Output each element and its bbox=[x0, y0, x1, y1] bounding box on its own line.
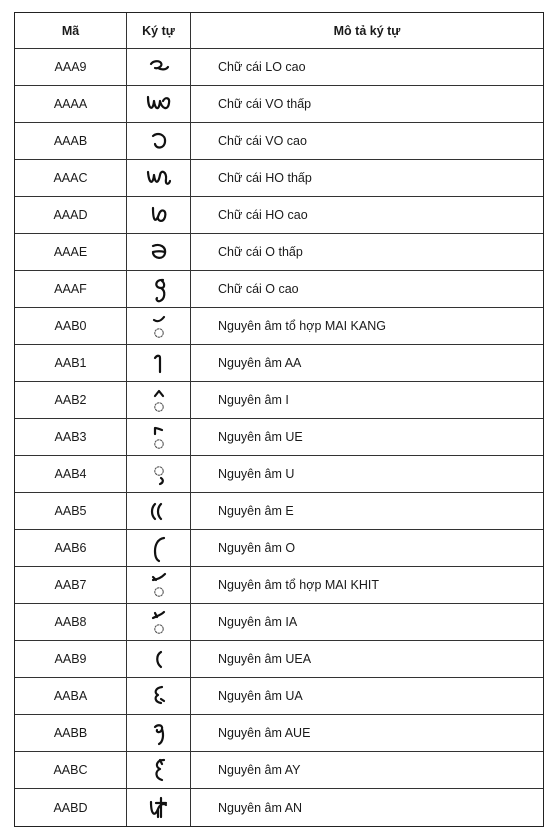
description-cell: Nguyên âm IA bbox=[218, 615, 298, 629]
character-cell bbox=[127, 752, 191, 788]
character-cell bbox=[127, 789, 191, 826]
description-cell: Chữ cái VO cao bbox=[218, 134, 307, 148]
table-row bbox=[15, 604, 543, 641]
tai-viet-vowel-ay-glyph bbox=[144, 755, 174, 785]
code-cell: AAB8 bbox=[15, 604, 127, 640]
tai-viet-ho-high-glyph bbox=[144, 200, 174, 230]
table-row bbox=[15, 345, 543, 382]
character-cell bbox=[127, 567, 191, 603]
code-cell: AAB3 bbox=[15, 419, 127, 455]
table-row bbox=[15, 123, 543, 160]
description-cell: Chữ cái HO thấp bbox=[218, 171, 312, 185]
character-cell bbox=[127, 86, 191, 122]
table-row bbox=[15, 419, 543, 456]
description-cell: Nguyên âm UEA bbox=[218, 652, 312, 666]
table-row bbox=[15, 382, 543, 419]
code-cell: AAB1 bbox=[15, 345, 127, 381]
character-cell bbox=[127, 308, 191, 344]
table-row bbox=[15, 678, 543, 715]
character-cell bbox=[127, 641, 191, 677]
tai-viet-ho-low-glyph bbox=[144, 163, 174, 193]
tai-viet-lo-high-glyph bbox=[144, 52, 174, 82]
character-cell bbox=[127, 419, 191, 455]
character-cell bbox=[127, 197, 191, 233]
table-row bbox=[15, 530, 543, 567]
table-row bbox=[15, 234, 543, 271]
tai-viet-vowel-ia-glyph bbox=[144, 607, 174, 637]
code-cell: AAB4 bbox=[15, 456, 127, 492]
character-cell bbox=[127, 160, 191, 196]
character-cell bbox=[127, 456, 191, 492]
tai-viet-mai-khit-glyph bbox=[144, 570, 174, 600]
description-cell: Nguyên âm E bbox=[218, 504, 294, 518]
character-cell bbox=[127, 530, 191, 566]
code-cell: AABB bbox=[15, 715, 127, 751]
tai-viet-vowel-ua-glyph bbox=[144, 681, 174, 711]
code-cell: AAAE bbox=[15, 234, 127, 270]
description-cell: Nguyên âm tổ hợp MAI KANG bbox=[218, 319, 386, 333]
table-row bbox=[15, 160, 543, 197]
header-code: Mã bbox=[15, 13, 127, 48]
table-row bbox=[15, 86, 543, 123]
table-row bbox=[15, 789, 543, 826]
description-cell: Nguyên âm AY bbox=[218, 763, 301, 777]
tai-viet-o-high-glyph bbox=[144, 274, 174, 304]
code-cell: AAB5 bbox=[15, 493, 127, 529]
description-cell: Nguyên âm AA bbox=[218, 356, 302, 370]
description-cell: Chữ cái VO thấp bbox=[218, 97, 312, 111]
code-cell: AAB7 bbox=[15, 567, 127, 603]
tai-viet-o-low-glyph bbox=[144, 237, 174, 267]
description-cell: Nguyên âm I bbox=[218, 393, 289, 407]
code-cell: AAB6 bbox=[15, 530, 127, 566]
code-cell: AAB2 bbox=[15, 382, 127, 418]
character-cell bbox=[127, 715, 191, 751]
table-row bbox=[15, 641, 543, 678]
code-cell: AAB9 bbox=[15, 641, 127, 677]
character-cell bbox=[127, 382, 191, 418]
code-cell: AAAD bbox=[15, 197, 127, 233]
tai-viet-vowel-uea-glyph bbox=[144, 644, 174, 674]
table-row bbox=[15, 456, 543, 493]
description-cell: Nguyên âm UA bbox=[218, 689, 303, 703]
code-cell: AAB0 bbox=[15, 308, 127, 344]
code-cell: AAAC bbox=[15, 160, 127, 196]
tai-viet-mai-kang-glyph bbox=[144, 311, 174, 341]
table-row bbox=[15, 308, 543, 345]
description-cell: Chữ cái O cao bbox=[218, 282, 299, 296]
description-cell: Nguyên âm U bbox=[218, 467, 295, 481]
table-body bbox=[15, 49, 543, 826]
header-character: Ký tự bbox=[127, 13, 191, 48]
code-cell: AABA bbox=[15, 678, 127, 714]
header-description: Mô tả ký tự bbox=[333, 23, 401, 38]
tai-viet-vo-low-glyph bbox=[144, 89, 174, 119]
character-table bbox=[14, 12, 544, 827]
tai-viet-vowel-ue-glyph bbox=[144, 422, 174, 452]
character-cell bbox=[127, 271, 191, 307]
code-cell: AABC bbox=[15, 752, 127, 788]
description-cell: Chữ cái HO cao bbox=[218, 208, 308, 222]
tai-viet-vowel-i-glyph bbox=[144, 385, 174, 415]
tai-viet-vowel-o-glyph bbox=[144, 533, 174, 563]
code-cell: AAAB bbox=[15, 123, 127, 159]
code-cell: AAAA bbox=[15, 86, 127, 122]
code-cell: AAA9 bbox=[15, 49, 127, 85]
character-cell bbox=[127, 234, 191, 270]
tai-viet-vo-high-glyph bbox=[144, 126, 174, 156]
table-row bbox=[15, 271, 543, 308]
description-cell: Nguyên âm AN bbox=[218, 800, 303, 815]
character-cell bbox=[127, 49, 191, 85]
table-row bbox=[15, 493, 543, 530]
table-row bbox=[15, 567, 543, 604]
tai-viet-vowel-an-glyph bbox=[144, 793, 174, 823]
character-cell bbox=[127, 604, 191, 640]
tai-viet-vowel-aue-glyph bbox=[144, 718, 174, 748]
description-cell: Nguyên âm UE bbox=[218, 430, 303, 444]
code-cell: AAAF bbox=[15, 271, 127, 307]
character-cell bbox=[127, 493, 191, 529]
character-cell bbox=[127, 345, 191, 381]
table-row bbox=[15, 197, 543, 234]
character-cell bbox=[127, 123, 191, 159]
table-row bbox=[15, 49, 543, 86]
code-cell: AABD bbox=[15, 789, 127, 826]
description-cell: Nguyên âm O bbox=[218, 541, 296, 555]
character-cell bbox=[127, 678, 191, 714]
table-header-row bbox=[15, 13, 543, 49]
description-cell: Chữ cái O thấp bbox=[218, 245, 303, 259]
tai-viet-vowel-aa-glyph bbox=[144, 348, 174, 378]
tai-viet-vowel-u-glyph bbox=[144, 459, 174, 489]
description-cell: Nguyên âm AUE bbox=[218, 726, 311, 740]
tai-viet-vowel-e-glyph bbox=[144, 496, 174, 526]
table-row bbox=[15, 715, 543, 752]
description-cell: Nguyên âm tổ hợp MAI KHIT bbox=[218, 578, 380, 592]
table-row bbox=[15, 752, 543, 789]
description-cell: Chữ cái LO cao bbox=[218, 60, 306, 74]
